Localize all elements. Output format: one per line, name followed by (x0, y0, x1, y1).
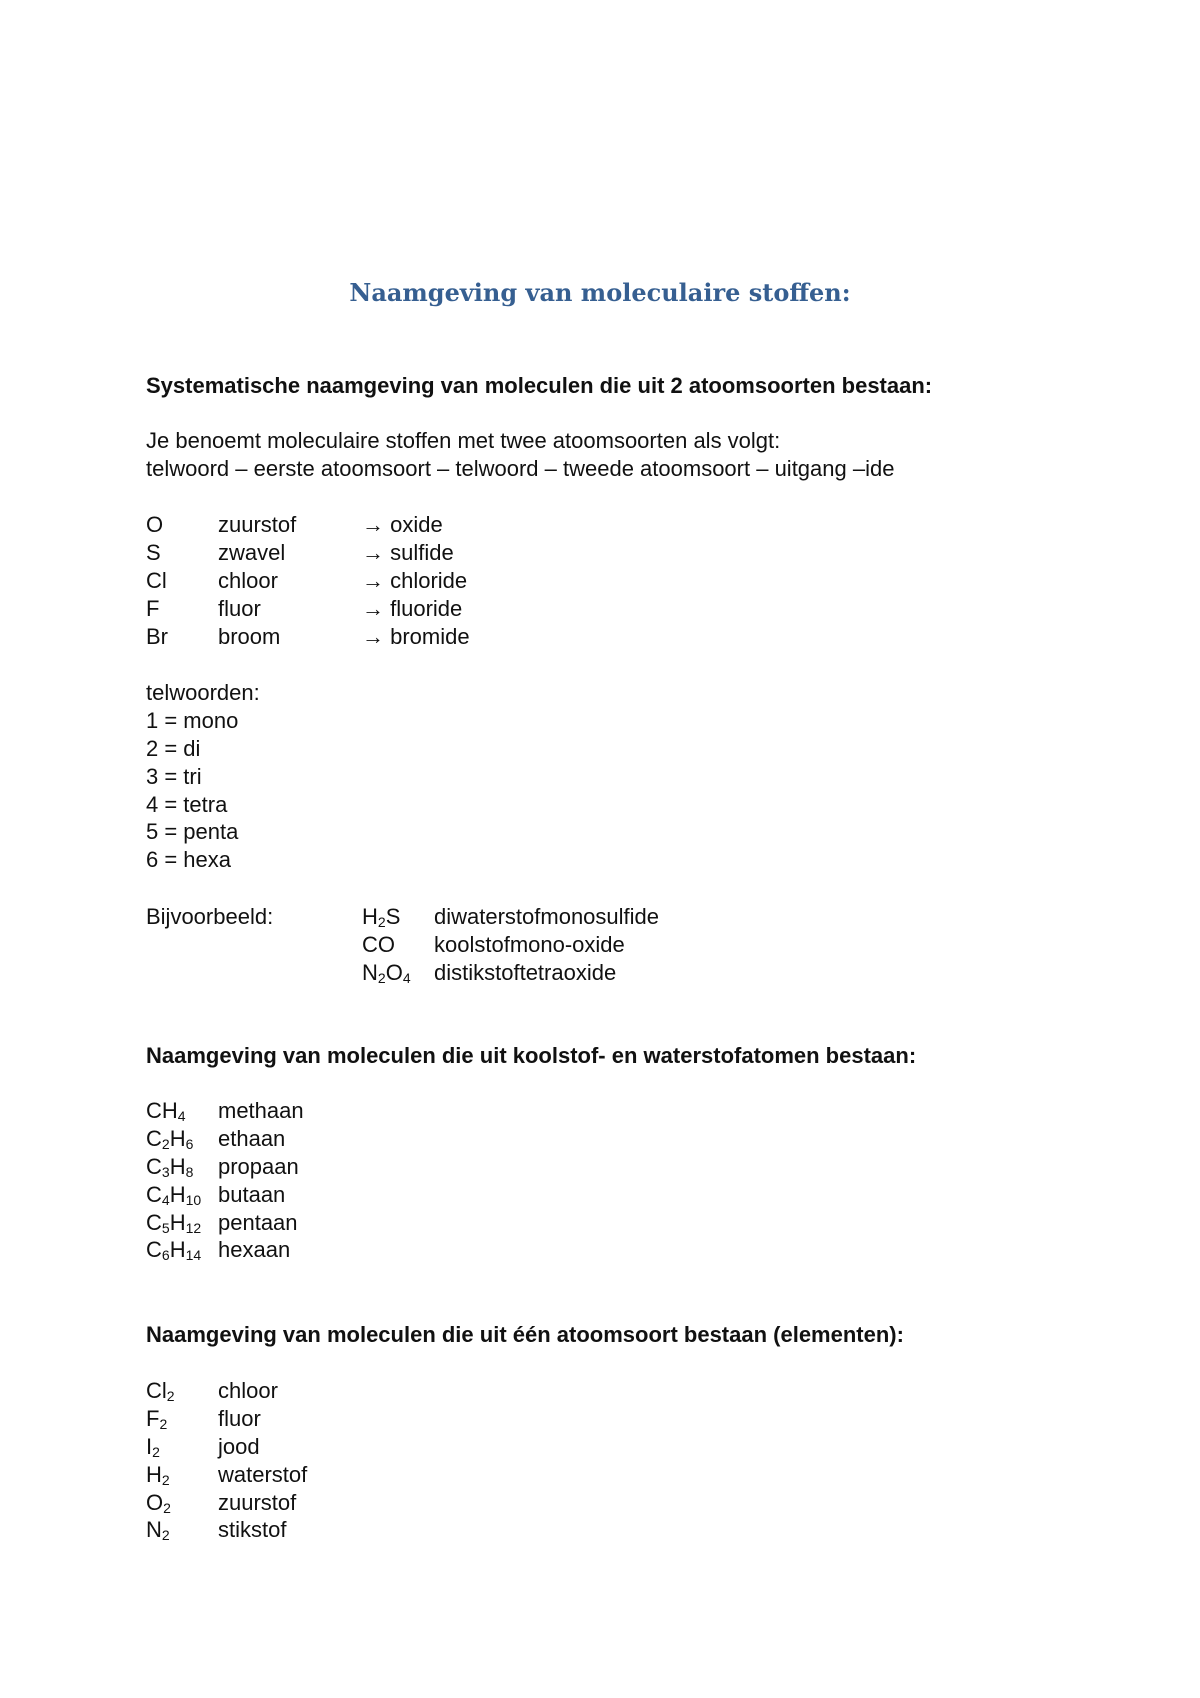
subscript: 4 (402, 969, 411, 986)
element-name: fluor (218, 595, 261, 621)
element-name: chloor (218, 567, 278, 593)
subscript: 8 (185, 1163, 194, 1180)
compound-name: hexaan (218, 1237, 291, 1263)
example-label: Bijvoorbeeld: (146, 904, 274, 929)
subscript: 12 (185, 1219, 202, 1236)
compound-name: stikstof (218, 1517, 287, 1543)
formula: CO (362, 931, 395, 957)
section-heading-two-atom-types: Systematische naamgeving van moleculen die uit 2 atoomsoorten bestaan: (146, 373, 933, 398)
intro-text: Je benoemt moleculaire stoffen met twee atoomsoorten als volgt: (146, 428, 781, 453)
section-heading-elements: Naamgeving van moleculen die uit één atoomsoort bestaan (elementen): (146, 1322, 904, 1347)
formula: $H_2$ (146, 1461, 170, 1488)
page-title: Naamgeving van moleculaire stoffen: (349, 278, 851, 307)
subscript: 2 (161, 1471, 170, 1488)
element-symbol: F (146, 595, 160, 621)
formula: $F_2$ (146, 1405, 168, 1432)
formula: $C_4H_{10}$ (146, 1181, 202, 1208)
subscript: 14 (185, 1247, 202, 1264)
telwoorden-label-text: telwoorden: (146, 680, 260, 705)
formula: $C_2H_6$ (146, 1125, 194, 1152)
element-suffix: → fluoride (362, 595, 463, 621)
element-symbol: Br (146, 623, 168, 649)
subscript: 2 (159, 1415, 168, 1432)
element-symbol: S (146, 539, 161, 565)
compound-name: diwaterstofmonosulfide (434, 904, 660, 929)
subscript: 2 (377, 969, 386, 986)
compound-name: butaan (218, 1181, 286, 1207)
subscript: 2 (152, 1443, 160, 1460)
compound-name: zuurstof (218, 1489, 297, 1515)
subscript: 2 (377, 914, 386, 930)
formula: $N_2$ (146, 1517, 170, 1544)
subscript: 6 (185, 1135, 194, 1152)
subscript: 3 (161, 1163, 170, 1180)
telwoord: 2 = di (146, 735, 201, 761)
element-symbol: Cl (146, 567, 167, 593)
element-suffix: → oxide (362, 512, 443, 537)
formula: $I_2$ (146, 1433, 160, 1460)
subscript: 2 (163, 1499, 171, 1516)
compound-name: ethaan (218, 1125, 286, 1151)
compound-name: jood (218, 1433, 260, 1459)
element-name: zwavel (218, 539, 286, 565)
telwoord: 3 = tri (146, 763, 202, 789)
compound-name: distikstoftetraoxide (434, 959, 617, 985)
subscript: 10 (185, 1191, 202, 1208)
section-heading-hydrocarbons: Naamgeving van moleculen die uit koolstof- en waterstofatomen bestaan: (146, 1043, 917, 1068)
element-suffix: → bromide (362, 623, 470, 649)
formula: $N_2O_4$ (362, 959, 411, 986)
subscript: 4 (177, 1108, 186, 1124)
formula: $H_2S$ (362, 904, 401, 930)
telwoord: 1 = mono (146, 707, 239, 733)
subscript: 6 (161, 1247, 170, 1264)
compound-name: methaan (218, 1098, 304, 1123)
subscript: 4 (161, 1191, 170, 1208)
element-symbol: O (146, 512, 164, 537)
formula: $O_2$ (146, 1489, 171, 1516)
subscript: 5 (161, 1219, 170, 1236)
telwoord: 4 = tetra (146, 791, 228, 817)
naming-rule-text: telwoord – eerste atoomsoort – telwoord – tweede atoomsoort – uitgang –ide (146, 456, 895, 481)
element-name: broom (218, 623, 281, 649)
element-suffix: → sulfide (362, 539, 454, 565)
formula: $CH_4$ (146, 1098, 186, 1124)
element-name: zuurstof (218, 512, 297, 537)
formula: $Cl_2$ (146, 1378, 175, 1404)
subscript: 2 (166, 1388, 175, 1404)
compound-name: koolstofmono-oxide (434, 931, 625, 957)
compound-name: waterstof (218, 1461, 308, 1487)
compound-name: chloor (218, 1378, 278, 1403)
telwoord: 5 = penta (146, 819, 239, 845)
compound-name: propaan (218, 1153, 299, 1179)
subscript: 2 (161, 1527, 170, 1544)
telwoord: 6 = hexa (146, 847, 232, 873)
element-suffix: → chloride (362, 567, 468, 593)
formula: $C_6H_{14}$ (146, 1237, 202, 1264)
compound-name: pentaan (218, 1209, 298, 1235)
compound-name: fluor (218, 1405, 261, 1431)
formula: $C_5H_{12}$ (146, 1209, 202, 1236)
formula: $C_3H_8$ (146, 1153, 194, 1180)
subscript: 2 (161, 1135, 170, 1152)
